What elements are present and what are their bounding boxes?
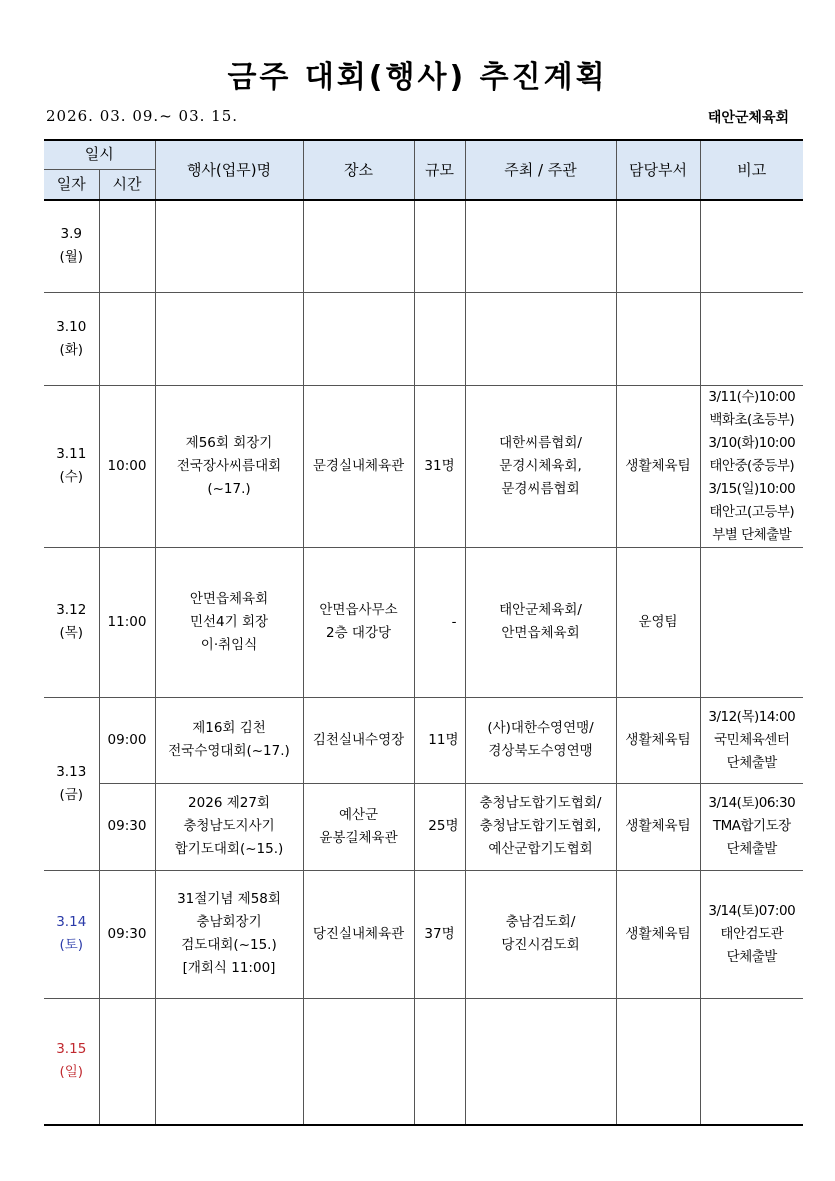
day-weekday: (수): [59, 469, 84, 485]
day-cell: [44, 547, 99, 697]
event-name: 2026 제27회 충청남도지사기 합기도대회(~15.): [155, 783, 303, 870]
header-department: 담당부서: [616, 140, 700, 200]
event-note: 3/14(토)07:00 태안검도관 단체출발: [700, 870, 803, 998]
header-scale: 규모: [414, 140, 465, 200]
event-host: 태안군체육회/ 안면읍체육회: [465, 547, 616, 697]
event-host: 대한씨름협회/ 문경시체육회, 문경씨름협회: [465, 385, 616, 547]
event-time: 10:00: [99, 385, 155, 547]
day-date: 3.10: [56, 318, 87, 335]
day-date: 3.9: [60, 226, 82, 243]
day-weekday: (화): [59, 341, 84, 358]
event-time: 09:30: [99, 783, 155, 870]
event-department: 생활체육팀: [616, 385, 700, 547]
event-venue: 당진실내체육관: [303, 870, 414, 998]
event-note: 3/11(수)10:00 백화초(초등부) 3/10(화)10:00 태안중(중등부) 3/15(일)10:00 태안고(고등부) 부별 단체출발: [700, 385, 803, 547]
table-row: [44, 783, 803, 870]
day-cell: [44, 697, 99, 870]
event-department: 운영팀: [616, 547, 700, 697]
day-cell: [44, 292, 99, 385]
event-name: 31절기념 제58회 충남회장기 검도대회(~15.) [개회식 11:00]: [155, 870, 303, 998]
event-host: 충남검도회/ 당진시검도회: [465, 870, 616, 998]
day-cell: [44, 385, 99, 547]
day-cell: [44, 870, 99, 998]
header-venue: 장소: [303, 140, 414, 200]
event-scale: 31명: [414, 385, 465, 547]
day-date: 3.14: [56, 914, 87, 930]
organization-name: 태안군체육회: [707, 110, 789, 126]
day-weekday: (목): [59, 625, 84, 641]
event-time: 09:30: [99, 870, 155, 998]
date-range: 2026. 03. 09.~ 03. 15.: [46, 107, 239, 125]
table-row: [44, 200, 803, 292]
event-name: 제56회 회장기 전국장사씨름대회 (~17.): [155, 385, 303, 547]
day-weekday: (월): [59, 249, 84, 266]
event-note: [700, 547, 803, 697]
event-host: (사)대한수영연맹/ 경상북도수영연맹: [465, 697, 616, 783]
header-host: 주최 / 주관: [465, 140, 616, 200]
header-datetime: 일시: [44, 140, 155, 169]
event-department: 생활체육팀: [616, 697, 700, 783]
event-time: 09:00: [99, 697, 155, 783]
event-name: 안면읍체육회 민선4기 회장 이·취임식: [155, 547, 303, 697]
schedule-table: [44, 139, 803, 1126]
event-scale: 11명: [414, 697, 465, 783]
day-weekday: (일): [59, 1064, 84, 1081]
table-row: [44, 697, 803, 783]
event-venue: 예산군 윤봉길체육관: [303, 783, 414, 870]
event-name: 제16회 김천 전국수영대회(~17.): [155, 697, 303, 783]
table-row: [44, 870, 803, 998]
header-event-name: 행사(업무)명: [155, 140, 303, 200]
day-cell: [44, 200, 99, 292]
table-row: [44, 547, 803, 697]
table-row: [44, 998, 803, 1125]
table-row: [44, 385, 803, 547]
day-cell: [44, 998, 99, 1125]
day-date: 3.12: [56, 602, 87, 618]
day-weekday: (토): [59, 937, 84, 953]
event-department: 생활체육팀: [616, 783, 700, 870]
day-date: 3.15: [56, 1041, 87, 1058]
header-note: 비고: [700, 140, 803, 200]
event-scale: 37명: [414, 870, 465, 998]
event-venue: 문경실내체육관: [303, 385, 414, 547]
table-row: [44, 292, 803, 385]
day-weekday: (금): [59, 786, 84, 803]
header-day: 일자: [44, 169, 99, 200]
event-time: 11:00: [99, 547, 155, 697]
day-date: 3.13: [56, 763, 87, 780]
event-scale: 25명: [414, 783, 465, 870]
event-venue: 김천실내수영장: [303, 697, 414, 783]
event-venue: 안면읍사무소 2층 대강당: [303, 547, 414, 697]
event-note: 3/14(토)06:30 TMA합기도장 단체출발: [700, 783, 803, 870]
event-department: 생활체육팀: [616, 870, 700, 998]
event-scale: -: [414, 547, 465, 697]
header-time: 시간: [99, 169, 155, 200]
document-title: 금주 대회(행사) 추진계획: [227, 60, 608, 95]
day-date: 3.11: [56, 446, 87, 462]
event-note: 3/12(목)14:00 국민체육센터 단체출발: [700, 697, 803, 783]
event-host: 충청남도합기도협회/ 충청남도합기도협회, 예산군합기도협회: [465, 783, 616, 870]
